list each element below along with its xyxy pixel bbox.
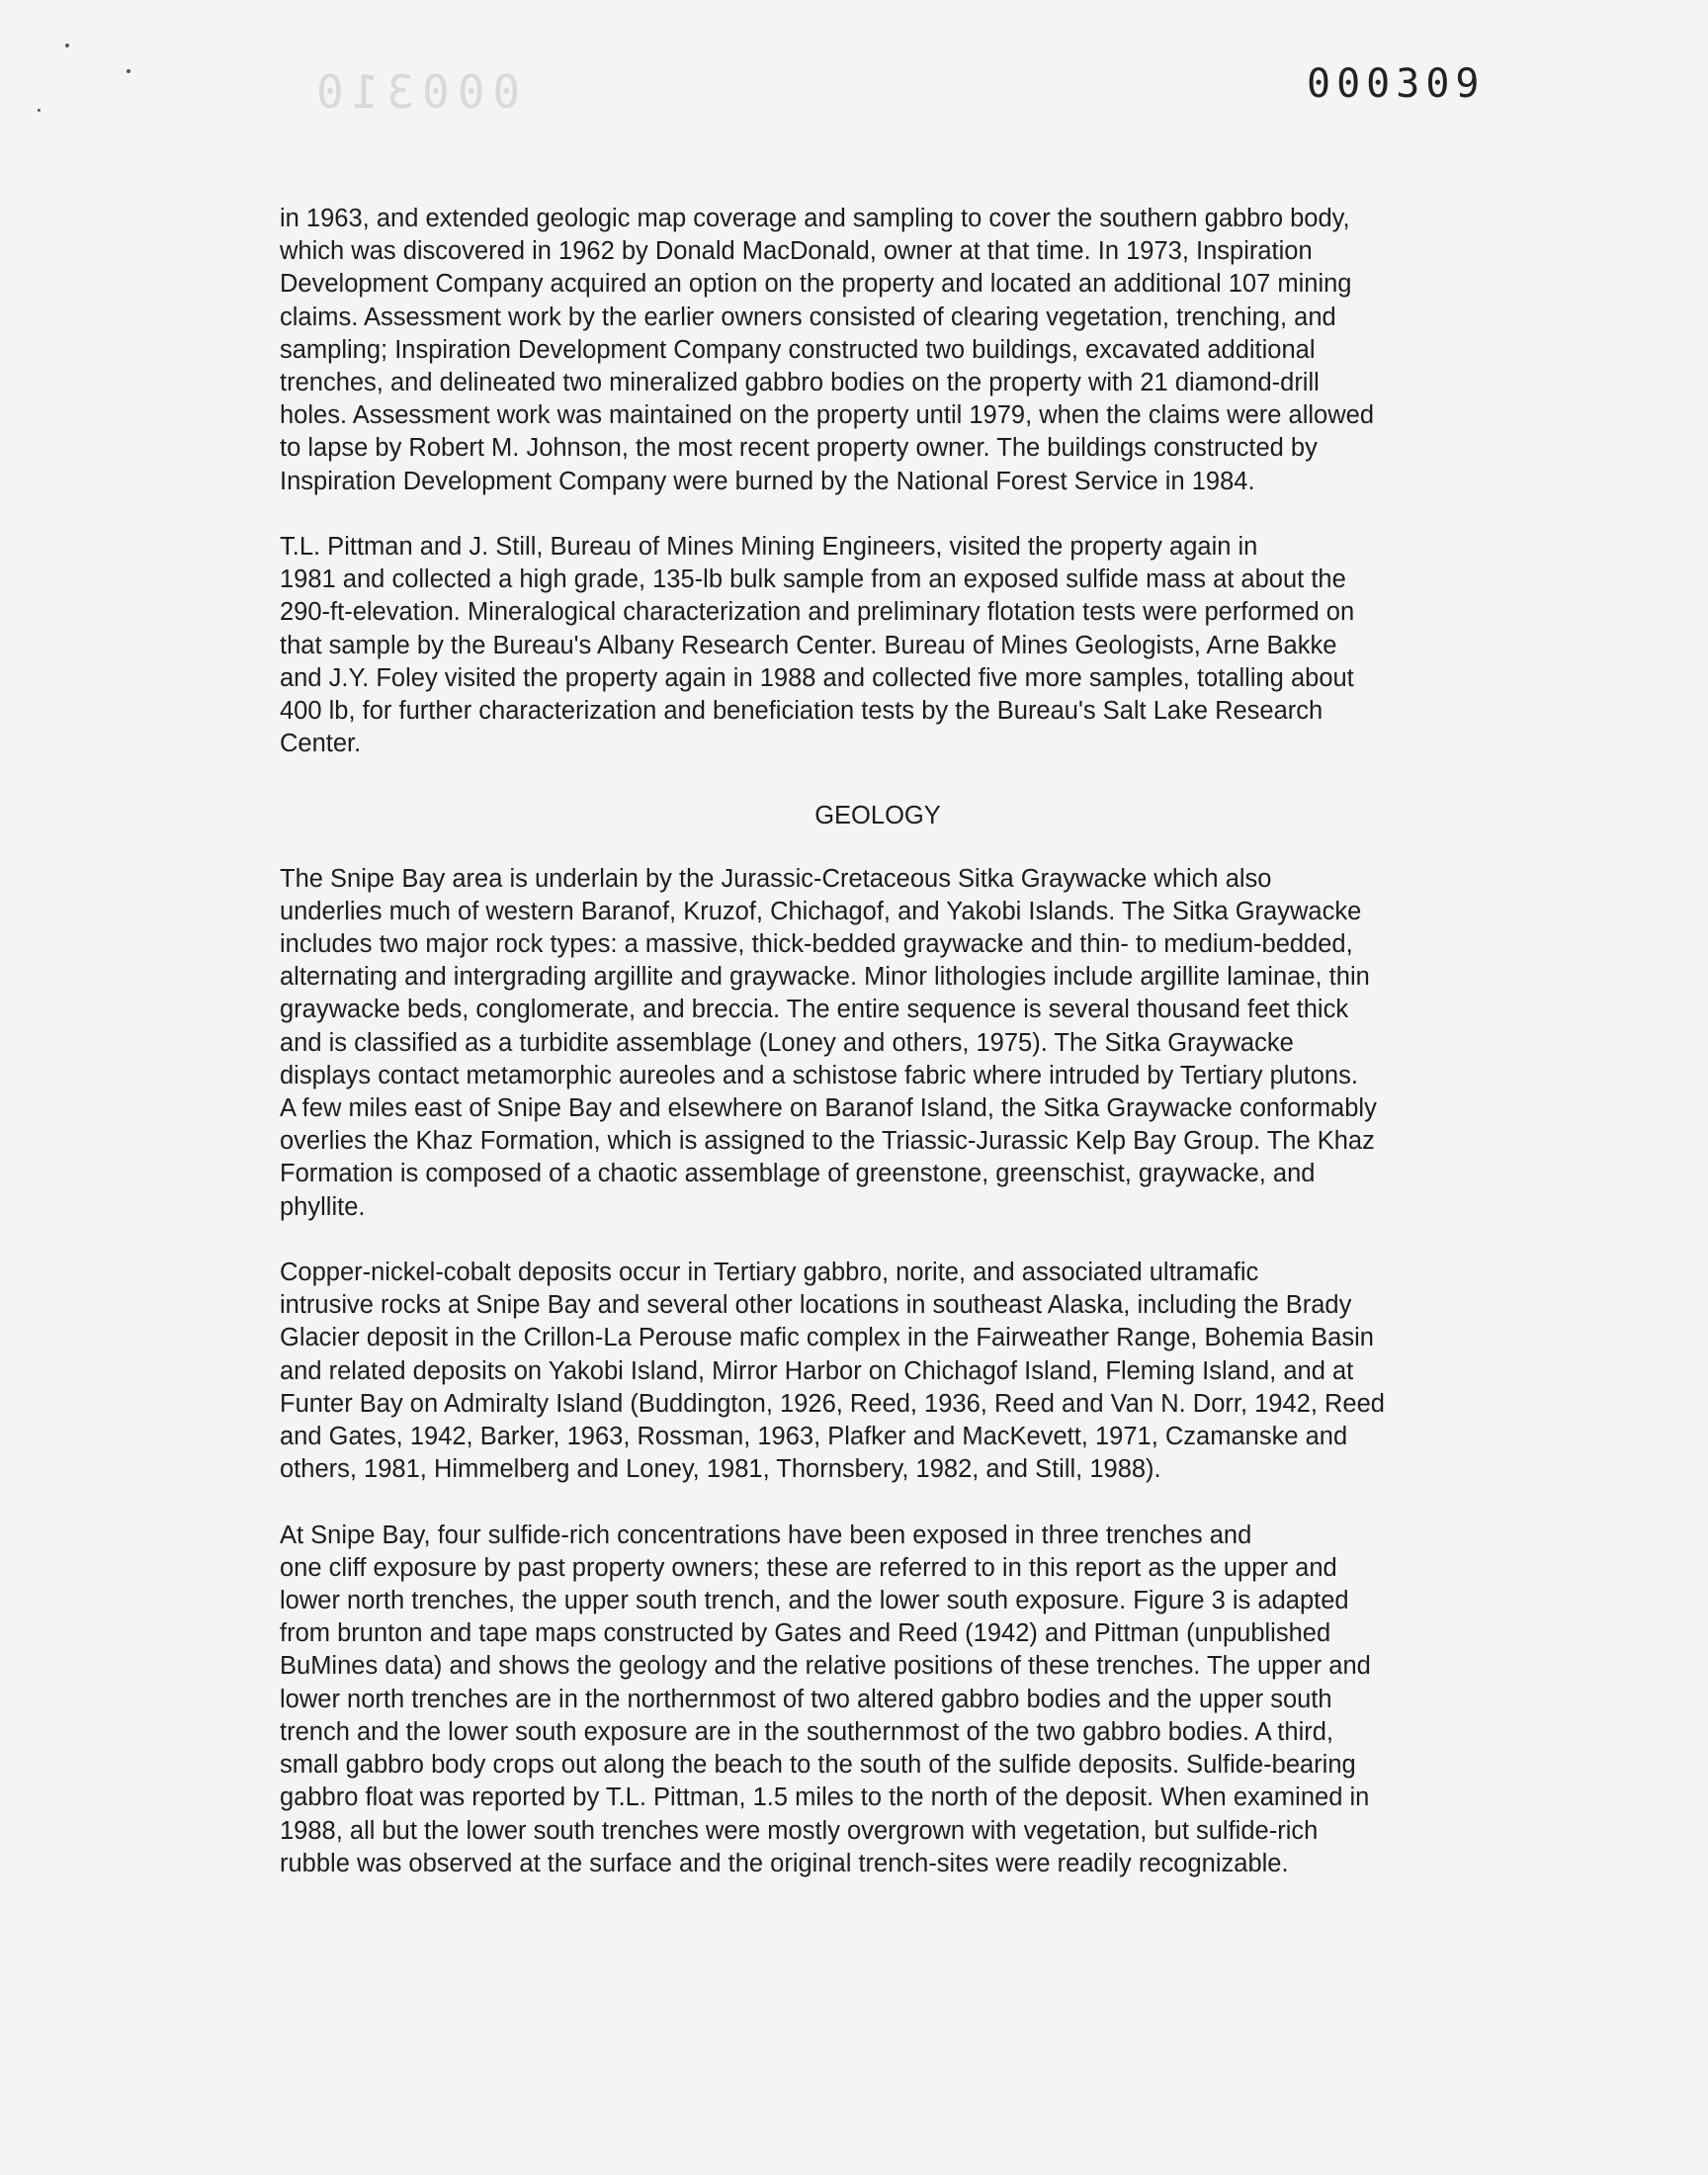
scan-speck (65, 44, 69, 47)
scan-speck (38, 109, 41, 112)
section-heading-geology: GEOLOGY (814, 802, 941, 830)
paragraph-history-continued: in 1963, and extended geologic map coverage and sampling to cover the southern gabbro body, which was discovered in 1962 by Donald MacDonald, owner at that time. In 1973, Inspiration Development Company acquired an option on the property and located an additional 107 mining claims. Assessment work by the earlier owners consisted of clearing vegetation, trenching, and sampling; Inspiration Development Company constructed two buildings, excavated additional trenches, and delineated two mineralized gabbro bodies on the property with 21 diamond-drill holes. Assessment work was maintained on the property until 1979, when the claims were allowed to lapse by Robert M. Johnson, the most recent property owner. The buildings constructed by Inspiration Development Company were burned by the National Forest Service in 1984. (280, 205, 1374, 495)
body-text (280, 203, 1476, 1913)
paragraph-snipe-bay-trenches: At Snipe Bay, four sulfide-rich concentrations have been exposed in three trenches and one cliff exposure by past property owners; these are referred to in this report as the upper and lower north trenches, the upper south trench, and the lower south exposure. Figure 3 is adapted from brunton and tape maps constructed by Gates and Reed (1942) and Pittman (unpublished BuMines data) and shows the geology and the relative positions of these trenches. The upper and lower north trenches are in the northernmost of two altered gabbro bodies and the upper south trench and the lower south exposure are in the southernmost of the two gabbro bodies. A third, small gabbro body crops out along the beach to the south of the sulfide deposits. Sulfide-bearing gabbro float was reported by T.L. Pittman, 1.5 miles to the north of the deposit. When examined in 1988, all but the lower south trenches were mostly overgrown with vegetation, but sulfide-rich rubble was observed at the surface and the original trench-sites were readily recognizable. (280, 1521, 1371, 1877)
bleed-through-page-number: 000310 (308, 65, 521, 119)
paragraph-bureau-visits: T.L. Pittman and J. Still, Bureau of Mines Mining Engineers, visited the property again in 1981 and collected a high grade, 135-lb bulk sample from an exposed sulfide mass at about the 290-ft-elevation. Mineralogical characterization and preliminary flotation tests were performed on that sample by the Bureau's Albany Research Center. Bureau of Mines Geologists, Arne Bakke and J.Y. Foley visited the property again in 1988 and collected five more samples, totalling about 400 lb, for further characterization and beneficiation tests by the Bureau's Salt Lake Research Center. (280, 533, 1355, 758)
paragraph-sitka-graywacke: The Snipe Bay area is underlain by the Jurassic-Cretaceous Sitka Graywacke which also underlies much of western Baranof, Kruzof, Chichagof, and Yakobi Islands. The Sitka Graywacke includes two major rock types: a massive, thick-bedded graywacke and thin- to medium-bedded, alternating and intergrading argillite and graywacke. Minor lithologies include argillite laminae, thin graywacke beds, conglomerate, and breccia. The entire sequence is several thousand feet thick and is classified as a turbidite assemblage (Loney and others, 1975). The Sitka Graywacke displays contact metamorphic aureoles and a schistose fabric where intruded by Tertiary plutons. A few miles east of Snipe Bay and elsewhere on Baranof Island, the Sitka Graywacke conformably overlies the Khaz Formation, which is assigned to the Triassic-Jurassic Kelp Bay Group. The Khaz Formation is composed of a chaotic assemblage of greenstone, greenschist, graywacke, and phyllite. (280, 864, 1377, 1221)
paragraph-copper-nickel-deposits: Copper-nickel-cobalt deposits occur in Tertiary gabbro, norite, and associated ultramafic intrusive rocks at Snipe Bay and several other locations in southeast Alaska, including the Brady Glacier deposit in the Crillon-La Perouse mafic complex in the Fairweather Range, Bohemia Basin and related deposits on Yakobi Island, Mirror Harbor on Chichagof Island, Fleming Island, and at Funter Bay on Admiralty Island (Buddington, 1926, Reed, 1936, Reed and Van N. Dorr, 1942, Reed and Gates, 1942, Barker, 1963, Rossman, 1963, Plafker and MacKevett, 1971, Czamanske and others, 1981, Himmelberg and Loney, 1981, Thornsbery, 1982, and Still, 1988). (280, 1259, 1385, 1484)
scan-speck (127, 69, 130, 73)
page-number: 000309 (1307, 61, 1486, 107)
